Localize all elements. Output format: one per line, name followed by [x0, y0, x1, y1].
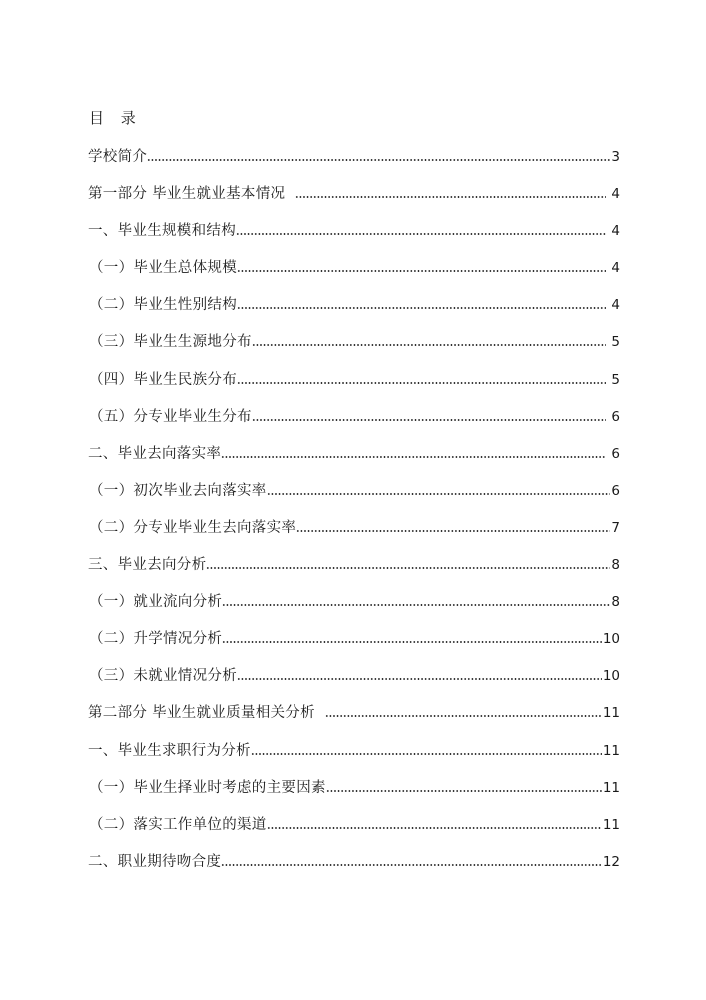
toc-entry-label: （一）毕业生择业时考虑的主要因素	[89, 779, 326, 796]
toc-page-number: 8	[611, 557, 620, 574]
dot-leader	[326, 789, 602, 793]
toc-entry-label: （四）毕业生民族分布	[89, 371, 237, 388]
toc-row	[0, 740, 706, 777]
toc-page-number: 10	[602, 631, 620, 648]
toc-row	[0, 146, 706, 183]
toc-entry-label: 第一部分 毕业生就业基本情况	[88, 186, 286, 203]
toc-page-number: 6	[611, 482, 620, 499]
toc-row	[0, 480, 706, 517]
dot-leader	[296, 529, 610, 533]
toc-entry-label: （一）就业流向分析	[89, 594, 223, 611]
toc-page-number: 3	[611, 149, 620, 165]
toc-row	[0, 777, 706, 814]
toc-entry-label: （二）分专业毕业生去向落实率	[89, 519, 297, 536]
toc-entry-label: （二）升学情况分析	[89, 631, 223, 648]
toc-page-number: 4	[611, 297, 620, 314]
toc-row	[0, 443, 706, 480]
toc-row	[0, 665, 706, 702]
toc-row	[0, 517, 706, 554]
toc-entry-initial-placement-rate[interactable]	[89, 480, 620, 502]
toc-entry-label: （一）毕业生总体规模	[89, 260, 237, 277]
toc-entry-origin-distribution[interactable]	[89, 331, 620, 353]
dot-leader	[237, 381, 606, 385]
toc-entry-part-two[interactable]	[88, 702, 620, 724]
toc-entry-label: 三、毕业去向分析	[88, 557, 207, 574]
toc-page-number: 5	[611, 334, 620, 351]
toc-entry-label: 二、职业期待吻合度	[88, 853, 222, 870]
toc-page-number: 8	[611, 594, 620, 611]
toc-row	[0, 702, 706, 739]
toc-entry-gender-structure[interactable]	[89, 294, 620, 316]
toc-page-number: 5	[611, 371, 620, 388]
toc-entry-label: 一、毕业生规模和结构	[88, 223, 236, 240]
dot-leader	[237, 269, 606, 273]
toc-entry-job-seeking-behavior[interactable]	[88, 740, 620, 762]
toc-entry-major-placement-rate[interactable]	[89, 517, 620, 539]
dot-leader	[295, 195, 606, 199]
dot-leader	[206, 566, 610, 570]
toc-entry-career-expectation-match[interactable]	[88, 851, 620, 873]
dot-leader	[267, 826, 602, 830]
toc-row	[0, 331, 706, 368]
dot-leader	[267, 492, 610, 496]
toc-entry-major-distribution[interactable]	[89, 406, 620, 428]
toc-row	[0, 591, 706, 628]
toc-entry-label: 学校简介	[88, 149, 148, 165]
toc-page-number: 11	[602, 816, 620, 833]
toc-entry-label: 一、毕业生求职行为分析	[88, 742, 251, 759]
toc-row	[0, 628, 706, 665]
toc-entry-label: （五）分专业毕业生分布	[89, 408, 252, 425]
toc-entry-unemployment[interactable]	[89, 665, 620, 687]
dot-leader	[237, 677, 602, 681]
toc-page-number: 11	[602, 705, 620, 722]
toc-entry-graduate-scale-structure[interactable]	[88, 220, 620, 242]
toc-page-number: 4	[611, 260, 620, 277]
toc-entry-placement-rate[interactable]	[88, 443, 620, 465]
dot-leader	[147, 158, 610, 162]
toc-page-number: 6	[611, 445, 620, 462]
toc-entry-label: 二、毕业去向落实率	[88, 445, 222, 462]
toc-entry-destination-analysis[interactable]	[88, 554, 620, 576]
dot-leader	[252, 343, 606, 347]
toc-entry-label: （一）初次毕业去向落实率	[89, 482, 267, 499]
toc-page-number: 6	[611, 408, 620, 425]
toc-entry-career-choice-factors[interactable]	[89, 777, 620, 799]
toc-entry-ethnic-distribution[interactable]	[89, 369, 620, 391]
toc-page-number: 4	[611, 223, 620, 240]
toc-entry-label: （二）毕业生性别结构	[89, 297, 237, 314]
toc-page-number: 7	[611, 519, 620, 536]
toc-page-number: 4	[611, 186, 620, 203]
toc-entry-further-study[interactable]	[89, 628, 620, 650]
toc-row	[0, 814, 706, 851]
toc-row	[0, 294, 706, 331]
dot-leader	[221, 455, 606, 459]
toc-entry-school-intro[interactable]	[88, 146, 620, 168]
toc-entry-total-scale[interactable]	[89, 257, 620, 279]
dot-leader	[251, 752, 602, 756]
toc-row	[0, 851, 706, 888]
toc-row	[0, 554, 706, 591]
toc-row	[0, 369, 706, 406]
toc-page-number: 11	[602, 779, 620, 796]
dot-leader	[222, 603, 610, 607]
toc-entry-job-channels[interactable]	[89, 814, 620, 836]
toc-entry-part-one[interactable]	[88, 183, 620, 205]
toc-page-number: 12	[602, 853, 620, 870]
dot-leader	[252, 418, 606, 422]
table-of-contents	[0, 146, 706, 888]
toc-page-number: 10	[602, 668, 620, 685]
dot-leader	[222, 640, 602, 644]
toc-entry-label: （三）毕业生生源地分布	[89, 334, 252, 351]
dot-leader	[221, 863, 602, 867]
toc-entry-label: （二）落实工作单位的渠道	[89, 816, 267, 833]
toc-row	[0, 183, 706, 220]
toc-page-number: 11	[602, 742, 620, 759]
toc-row	[0, 257, 706, 294]
dot-leader	[236, 232, 606, 236]
toc-row	[0, 220, 706, 257]
toc-entry-label: 第二部分 毕业生就业质量相关分析	[88, 705, 315, 722]
dot-leader	[325, 714, 602, 718]
toc-entry-employment-flow[interactable]	[89, 591, 620, 613]
toc-entry-label: （三）未就业情况分析	[89, 668, 237, 685]
toc-heading: 目 录	[89, 109, 142, 127]
toc-row	[0, 406, 706, 443]
dot-leader	[237, 306, 606, 310]
